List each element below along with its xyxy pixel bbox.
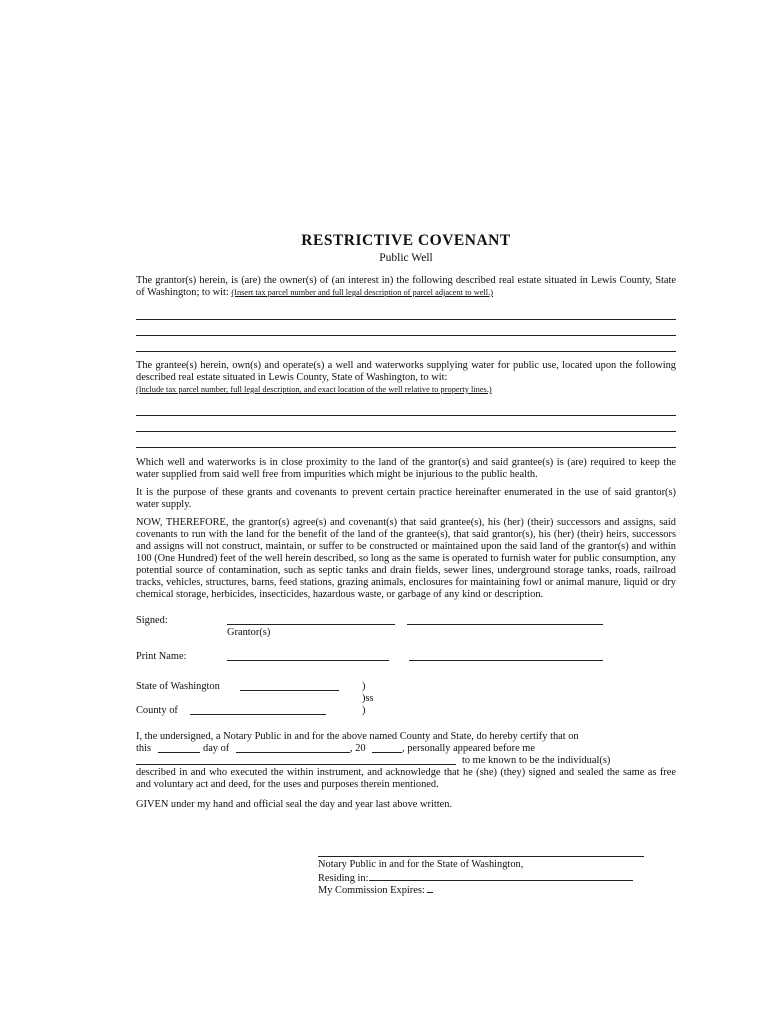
grantor-text: The grantor(s) herein, is (are) the owner(s) of (an interest in) the following described real estate situated in Lewis County, State of Washington; to wit: xyxy=(136,275,676,298)
county-row xyxy=(136,705,676,717)
notary-line-2 xyxy=(136,743,676,755)
grantor-signature-line-1[interactable] xyxy=(227,615,395,625)
commission-label: My Commission Expires: xyxy=(318,885,425,896)
fill-in-line[interactable] xyxy=(136,335,676,336)
notary-day-line[interactable] xyxy=(158,743,200,753)
covenant-document xyxy=(136,232,676,896)
grantee-text: The grantee(s) herein, own(s) and operate(s) a well and waterworks supplying water for public use, located upon the following described real estate situated in Lewis County, State of Washington, to wit: xyxy=(136,360,676,383)
residing-row xyxy=(318,871,644,883)
notary-signature-line[interactable] xyxy=(318,847,644,857)
grantors-label: Grantor(s) xyxy=(227,627,271,638)
notary-year-prefix: , 20 xyxy=(350,743,366,754)
notary-public-label: Notary Public in and for the State of Washington, xyxy=(318,859,524,870)
notary-month-line[interactable] xyxy=(236,743,350,753)
county-line[interactable] xyxy=(190,705,326,715)
residing-line[interactable] xyxy=(369,871,633,881)
fill-in-line[interactable] xyxy=(136,351,676,352)
state-label: State of Washington xyxy=(136,681,220,692)
grantee-paragraph xyxy=(136,360,676,396)
residing-label: Residing in: xyxy=(318,873,369,884)
print-name-label: Print Name: xyxy=(136,651,187,662)
ss-label: )ss xyxy=(362,693,374,704)
paren-close: ) xyxy=(362,705,366,716)
fill-in-line[interactable] xyxy=(136,319,676,320)
purpose-paragraph: It is the purpose of these grants and covenants to prevent certain practice hereinafter enumerated in the use of said grantor(s) water supply. xyxy=(136,487,676,510)
document-title: RESTRICTIVE COVENANT xyxy=(301,232,511,249)
document-subtitle: Public Well xyxy=(379,252,433,264)
notary-individual-line[interactable] xyxy=(136,755,456,765)
grantee-hint: (Include tax parcel number, full legal description, and exact location of the well relative to property lines.) xyxy=(136,385,492,394)
grantor-legal-description-lines xyxy=(136,305,676,352)
print-name-row xyxy=(136,651,676,663)
grantor-paragraph xyxy=(136,275,676,299)
notary-day-of-label: day of xyxy=(203,743,230,754)
notary-appeared-text: , personally appeared before me xyxy=(402,743,535,754)
state-row xyxy=(136,681,676,693)
notary-line-4: described in and who executed the within instrument, and acknowledge that he (she) (they) signed and sealed the same as free and voluntary act and deed, for the uses and purposes therein mentioned. xyxy=(136,767,676,790)
state-line[interactable] xyxy=(240,681,339,691)
signed-row xyxy=(136,615,676,627)
notary-year-line[interactable] xyxy=(372,743,402,753)
notary-signature-row xyxy=(318,847,644,859)
ss-row xyxy=(136,693,676,705)
notary-signature-block xyxy=(318,847,644,895)
notary-this-label: this xyxy=(136,743,152,754)
notary-text: I, the undersigned, a Notary Public in and for the above named County and State, do hereby certify that on xyxy=(136,731,579,742)
paren-open: ) xyxy=(362,681,366,692)
fill-in-line[interactable] xyxy=(136,431,676,432)
proximity-paragraph: Which well and waterworks is in close proximity to the land of the grantor(s) and said grantee(s) is (are) required to keep the water supplied from said well free from impurities which might be injurious to the public health. xyxy=(136,457,676,480)
notary-known-text: to me known to be the individual(s) xyxy=(462,755,611,766)
print-name-line-2[interactable] xyxy=(409,651,603,661)
given-paragraph: GIVEN under my hand and official seal the day and year last above written. xyxy=(136,799,453,810)
commission-row xyxy=(318,883,644,895)
grantors-row xyxy=(136,627,676,639)
county-label: County of xyxy=(136,705,178,716)
covenant-paragraph: NOW, THEREFORE, the grantor(s) agree(s) and covenant(s) that said grantee(s), his (her) (their) successors and assigns, said covenants to run with the land for the benefit of the land of the grantee(s), that said grantor(s), his (her) (their) heirs, successors and assigns will not construct, maintain, or suffer to be constructed or maintained upon the said land of the grantor(s) and within 100 (One Hundred) feet of the well herein described, so long as the same is operated to furnish water for public consumption, any potential source of contamination, such as septic tanks and drain fields, sewer lines, underground storage tanks, roads, railroad tracks, vehicles, structures, barns, feed stations, grazing animals, enclosures for maintaining fowl or animal manure, liquid or dry chemical storage, herbicides, insecticides, hazardous waste, or garbage of any kind or description. xyxy=(136,517,676,600)
notary-line-1 xyxy=(136,731,676,743)
signed-label: Signed: xyxy=(136,615,168,626)
print-name-line-1[interactable] xyxy=(227,651,389,661)
fill-in-line[interactable] xyxy=(136,447,676,448)
fill-in-line[interactable] xyxy=(136,415,676,416)
notary-certificate xyxy=(136,731,676,791)
grantor-hint: (Insert tax parcel number and full legal description of parcel adjacent to well.) xyxy=(231,288,493,297)
commission-line[interactable] xyxy=(427,883,433,893)
notary-line-3 xyxy=(136,755,676,767)
grantor-signature-line-2[interactable] xyxy=(407,615,603,625)
grantee-legal-description-lines xyxy=(136,396,676,448)
